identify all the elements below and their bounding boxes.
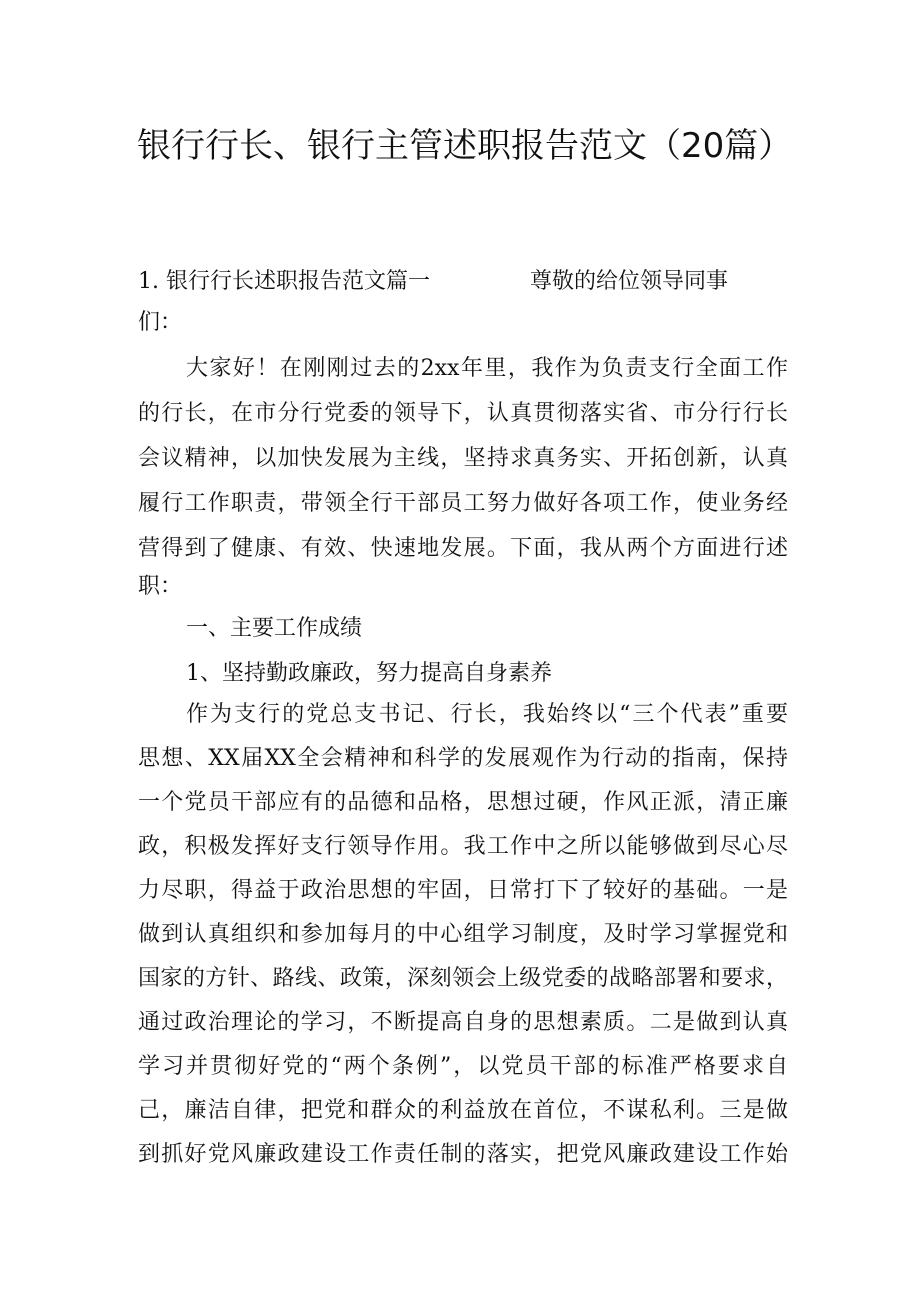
paragraph-line: 作为支行的党总支书记、行长，我始终以“三个代表”重要 [186,702,788,727]
subheading-integrity: 1、坚持勤政廉政，努力提高自身素养 [186,661,552,686]
paragraph-line: 会议精神，以加快发展为主线，坚持求真务实、开拓创新，认真 [138,446,788,471]
paragraph-line: 到抓好党风廉政建设工作责任制的落实，把党风廉政建设工作始 [138,1142,788,1167]
paragraph-line: 己，廉洁自律，把党和群众的利益放在首位，不谋私利。三是做 [138,1098,788,1123]
paragraph-line: 做到认真组织和参加每月的中心组学习制度，及时学习掌握党和 [138,922,788,947]
salutation-start: 尊敬的给位领导同事 [530,269,729,294]
paragraph-line: 学习并贯彻好党的“两个条例”，以党员干部的标准严格要求自 [138,1054,788,1079]
section-heading-row [138,264,788,300]
document-title: 银行行长、银行主管述职报告范文（20篇） [137,126,793,166]
paragraph-line: 政，积极发挥好支行领导作用。我工作中之所以能够做到尽心尽 [138,834,788,859]
section-heading: 1. 银行行长述职报告范文篇一 [138,269,430,294]
paragraph-line: 履行工作职责，带领全行干部员工努力做好各项工作，使业务经 [138,491,788,516]
paragraph-line: 力尽职，得益于政治思想的牢固，日常打下了较好的基础。一是 [138,878,788,903]
subheading-main-achievements: 一、主要工作成绩 [186,616,363,641]
paragraph-line: 思想、XX届XX全会精神和科学的发展观作为行动的指南，保持 [138,746,788,771]
paragraph-line: 营得到了健康、有效、快速地发展。下面，我从两个方面进行述 [138,536,788,561]
paragraph-line: 的行长，在市分行党委的领导下，认真贯彻落实省、市分行行长 [138,401,788,426]
paragraph-line: 国家的方针、路线、政策，深刻领会上级党委的战略部署和要求， [138,966,788,991]
salutation-end: 们： [138,310,183,335]
paragraph-line: 通过政治理论的学习，不断提高自身的思想素质。二是做到认真 [138,1010,788,1035]
paragraph-line: 职： [138,574,183,599]
paragraph-line: 大家好！在刚刚过去的2xx年里，我作为负责支行全面工作 [186,356,788,381]
paragraph-line: 一个党员干部应有的品德和品格，思想过硬，作风正派，清正廉 [138,790,788,815]
